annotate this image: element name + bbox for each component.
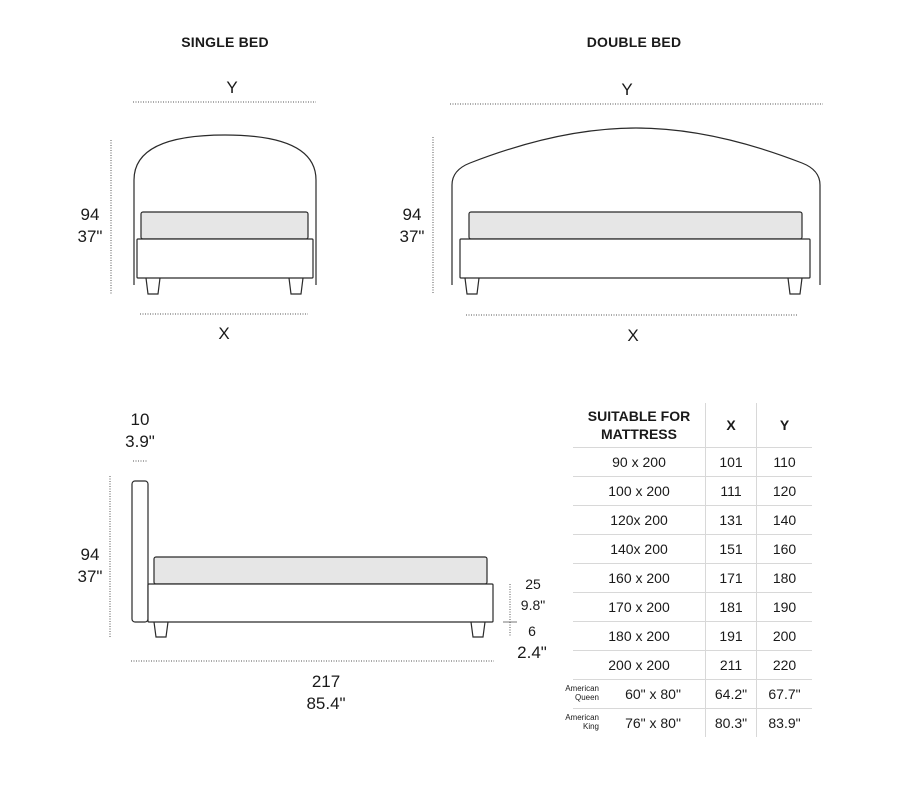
mattress-size-cell (565, 680, 706, 709)
side-frame (148, 584, 493, 622)
side-thickness-cm: 10 (130, 410, 150, 429)
single-y-label: Y (226, 78, 238, 97)
table-row (573, 709, 812, 738)
mattress-size: 140x 200 (573, 535, 706, 564)
x-value: 64.2" (706, 680, 757, 709)
market-label: American King (565, 713, 599, 731)
mattress-size-cell (565, 709, 706, 738)
y-value: 160 (757, 535, 813, 564)
side-leg-right (471, 622, 485, 637)
x-value: 151 (706, 535, 757, 564)
double-y-label: Y (621, 80, 633, 99)
side-frame-height-cm: 25 (525, 576, 541, 592)
x-value: 111 (706, 477, 757, 506)
double-height-in: 37" (399, 227, 425, 246)
mattress-size-table (565, 403, 812, 737)
double-bed-title: DOUBLE BED (586, 34, 682, 50)
side-mattress (154, 557, 487, 584)
header-x: X (706, 403, 757, 448)
double-leg-right (788, 278, 802, 294)
mattress-size: 76" x 80" (625, 715, 681, 731)
double-bed-front-view (452, 128, 820, 294)
side-thickness-in: 3.9" (125, 432, 155, 451)
side-leg-height-cm: 6 (528, 623, 536, 639)
y-value: 180 (757, 564, 813, 593)
side-length-in: 85.4" (306, 694, 346, 713)
single-height-in: 37" (77, 227, 103, 246)
single-mattress (141, 212, 308, 239)
single-leg-right (289, 278, 303, 294)
double-mattress (469, 212, 802, 239)
table-row (573, 680, 812, 709)
mattress-size: 160 x 200 (573, 564, 706, 593)
table-header-row (573, 403, 812, 448)
side-height-cm: 94 (80, 545, 100, 564)
side-view (132, 481, 493, 637)
mattress-size: 200 x 200 (573, 651, 706, 680)
mattress-size: 100 x 200 (573, 477, 706, 506)
y-value: 110 (757, 448, 813, 477)
table-row (573, 593, 812, 622)
side-leg-height-in: 2.4" (517, 643, 547, 662)
x-value: 80.3" (706, 709, 757, 738)
side-height-in: 37" (77, 567, 103, 586)
x-value: 131 (706, 506, 757, 535)
double-frame (460, 239, 810, 278)
header-mattress (573, 403, 706, 448)
x-value: 171 (706, 564, 757, 593)
single-x-label: X (218, 324, 230, 343)
mattress-size: 180 x 200 (573, 622, 706, 651)
double-x-label: X (627, 326, 639, 345)
table-row (573, 622, 812, 651)
y-value: 83.9" (757, 709, 813, 738)
mattress-size: 170 x 200 (573, 593, 706, 622)
x-value: 181 (706, 593, 757, 622)
y-value: 200 (757, 622, 813, 651)
table-row (573, 564, 812, 593)
single-bed-title: SINGLE BED (181, 34, 269, 50)
single-leg-left (146, 278, 160, 294)
double-height-cm: 94 (402, 205, 422, 224)
header-y: Y (757, 403, 813, 448)
x-value: 211 (706, 651, 757, 680)
mattress-size: 90 x 200 (573, 448, 706, 477)
y-value: 190 (757, 593, 813, 622)
double-leg-left (465, 278, 479, 294)
side-length-cm: 217 (311, 672, 341, 691)
table-row (573, 506, 812, 535)
mattress-size: 60" x 80" (625, 686, 681, 702)
mattress-size: 120x 200 (573, 506, 706, 535)
y-value: 140 (757, 506, 813, 535)
single-frame (137, 239, 313, 278)
table-row (573, 448, 812, 477)
y-value: 120 (757, 477, 813, 506)
market-label: American Queen (565, 684, 599, 702)
x-value: 191 (706, 622, 757, 651)
header-mattress-text: SUITABLE FOR MATTRESS (587, 408, 691, 442)
side-frame-height-in: 9.8" (520, 597, 546, 613)
side-headboard (132, 481, 148, 622)
table-row (573, 651, 812, 680)
table-row (573, 535, 812, 564)
table-row (573, 477, 812, 506)
y-value: 67.7" (757, 680, 813, 709)
side-leg-left (154, 622, 168, 637)
x-value: 101 (706, 448, 757, 477)
single-height-cm: 94 (80, 205, 100, 224)
single-bed-front-view (134, 135, 316, 294)
y-value: 220 (757, 651, 813, 680)
